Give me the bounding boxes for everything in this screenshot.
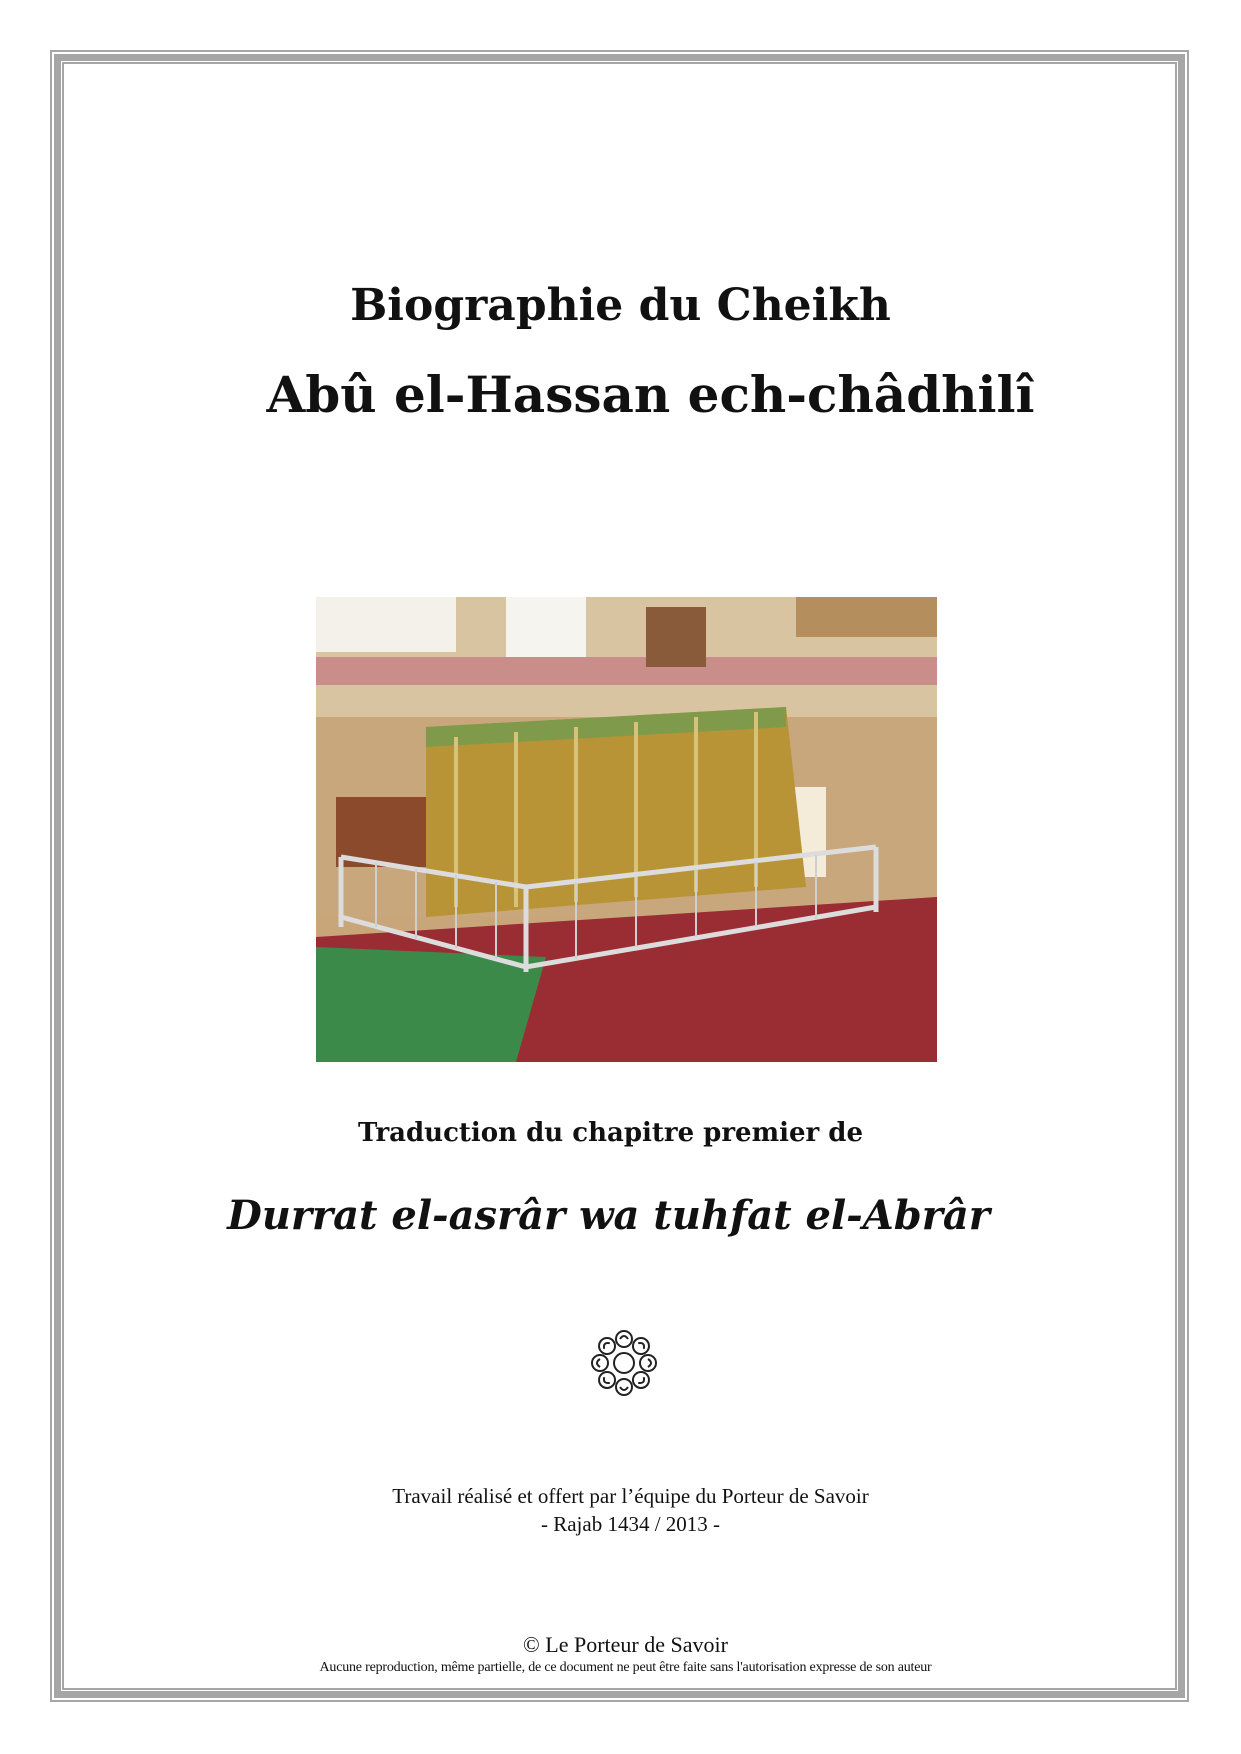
rosette-ornament-icon <box>589 1328 659 1398</box>
subtitle: Traduction du chapitre premier de <box>358 1118 863 1148</box>
title-line-2: Abû el-Hassan ech-châdhilî <box>266 365 1035 424</box>
cover-photo <box>316 597 937 1062</box>
credit-line: Travail réalisé et offert par l’équipe du Porteur de Savoir <box>392 1484 869 1508</box>
rights-notice: Aucune reproduction, même partielle, de ce document ne peut être faite sans l'autorisation expresse de son auteur <box>319 1660 932 1675</box>
date-line: - Rajab 1434 / 2013 - <box>540 1512 721 1536</box>
book-title: Durrat el-asrâr wa tuhfat el-Abrâr <box>227 1192 990 1239</box>
title-line-1: Biographie du Cheikh <box>350 280 891 331</box>
copyright: © Le Porteur de Savoir <box>523 1632 728 1657</box>
